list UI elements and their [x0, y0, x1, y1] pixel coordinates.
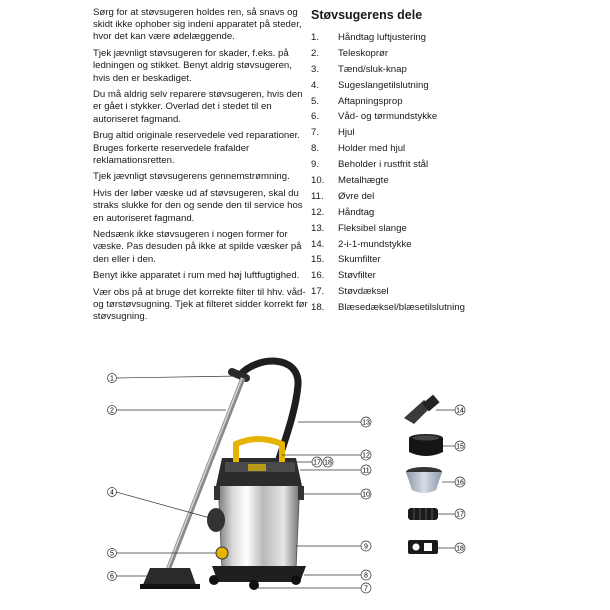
parts-list-item: 10. Metalhægte [311, 175, 389, 187]
parts-list-item: 16. Støvfilter [311, 270, 376, 282]
callout-label: 8 [364, 572, 368, 580]
callout-label: 10 [362, 491, 370, 499]
callout-label: 1 [110, 375, 114, 383]
callout-label: 13 [362, 419, 370, 427]
accessory-foam-filter [409, 434, 465, 456]
callout-label: 17 [456, 511, 464, 519]
callout-label: 15 [456, 443, 464, 451]
callout-label: 14 [456, 407, 464, 415]
callout-label: 4 [110, 489, 114, 497]
instruction-paragraph: Du må aldrig selv reparere støvsugeren, hvis den er gået i stykker. Overlad det i stedet til en autoriseret fagmand. [93, 89, 303, 125]
parts-list-item: 9. Beholder i rustfrit stål [311, 159, 429, 171]
parts-list-item: 6. Våd- og tørmundstykke [311, 111, 438, 123]
callout-label: 7 [364, 585, 368, 593]
callout-label: 17 [313, 459, 321, 467]
callout-label: 11 [362, 467, 370, 475]
parts-list-item: 13. Fleksibel slange [311, 222, 407, 234]
callout-label: 9 [364, 543, 368, 551]
instruction-paragraph: Vær obs på at bruge det korrekte filter til hhv. våd- og tørstøvsugning. Tjek at filteret sidder korrekt før støvsugning. [93, 287, 308, 323]
accessory-dust-cover [408, 508, 465, 520]
drain-plug [216, 547, 228, 559]
parts-list-item: 2. Teleskoprør [311, 47, 389, 59]
parts-list-item: 17. Støvdæksel [311, 286, 389, 298]
accessory-dust-filter [406, 467, 465, 493]
parts-title: Støvsugerens dele [311, 8, 423, 22]
hose-handle [232, 372, 246, 378]
steel-container [218, 480, 300, 575]
parts-list-item: 1. Håndtag luftjustering [311, 32, 426, 43]
parts-list-item: 18. Blæsedæksel/blæsetilslutning [311, 302, 465, 314]
callout-label: 5 [110, 550, 114, 558]
callout-label: 12 [362, 452, 370, 460]
instruction-paragraph: Nedsænk ikke støvsugeren i nogen former for væske. Pas desuden på ikke at spilde væsker på den eller i den. [93, 229, 302, 265]
parts-list-item: 12. Håndtag [311, 206, 375, 218]
callout-label: 18 [324, 459, 332, 467]
instruction-paragraph: Brug altid originale reservedele ved reparationer. Bruges forkerte reservedele frafalder reklamationsretten. [93, 130, 300, 166]
instruction-paragraph: Benyt ikke apparatet i rum med høj luftfugtighed. [93, 270, 300, 282]
parts-list-item: 11. Øvre del [311, 190, 375, 202]
parts-list-item: 15. Skumfilter [311, 254, 381, 266]
parts-list-item: 4. Sugeslangetilslutning [311, 79, 429, 91]
callout-label: 2 [110, 407, 114, 415]
hose-inlet [207, 508, 225, 532]
callout-label: 6 [110, 573, 114, 581]
instruction-paragraph: Sørg for at støvsugeren holdes ren, så snavs og skidt ikke ophober sig indeni apparatet på steder, hvor det kan være ødelæggende. [93, 7, 302, 43]
instruction-paragraph: Tjek jævnligt støvsugerens gennemstrømning. [93, 171, 290, 183]
instruction-paragraph: Tjek jævnligt støvsugeren for skader, f.eks. på ledningen og stikket. Benyt aldrig støvsugeren, hvis den er beskadiget. [93, 48, 292, 84]
parts-list-item: 14. 2-i-1-mundstykke [311, 238, 412, 250]
parts-list-item: 3. Tænd/sluk-knap [311, 63, 407, 75]
parts-list-item: 8. Holder med hjul [311, 143, 406, 155]
callout-label: 18 [456, 545, 464, 553]
wheel [209, 575, 219, 585]
accessory-2in1-nozzle [404, 395, 465, 424]
parts-list-item: 5. Aftapningsprop [311, 95, 403, 107]
callout-label: 16 [456, 479, 464, 487]
accessory-blow-cover [408, 540, 465, 554]
instruction-paragraph: Hvis der løber væske ud af støvsugeren, skal du straks slukke for den og sende den til service hos en autoriseret fagmand. [93, 188, 303, 224]
parts-list-item: 7. Hjul [311, 127, 355, 139]
